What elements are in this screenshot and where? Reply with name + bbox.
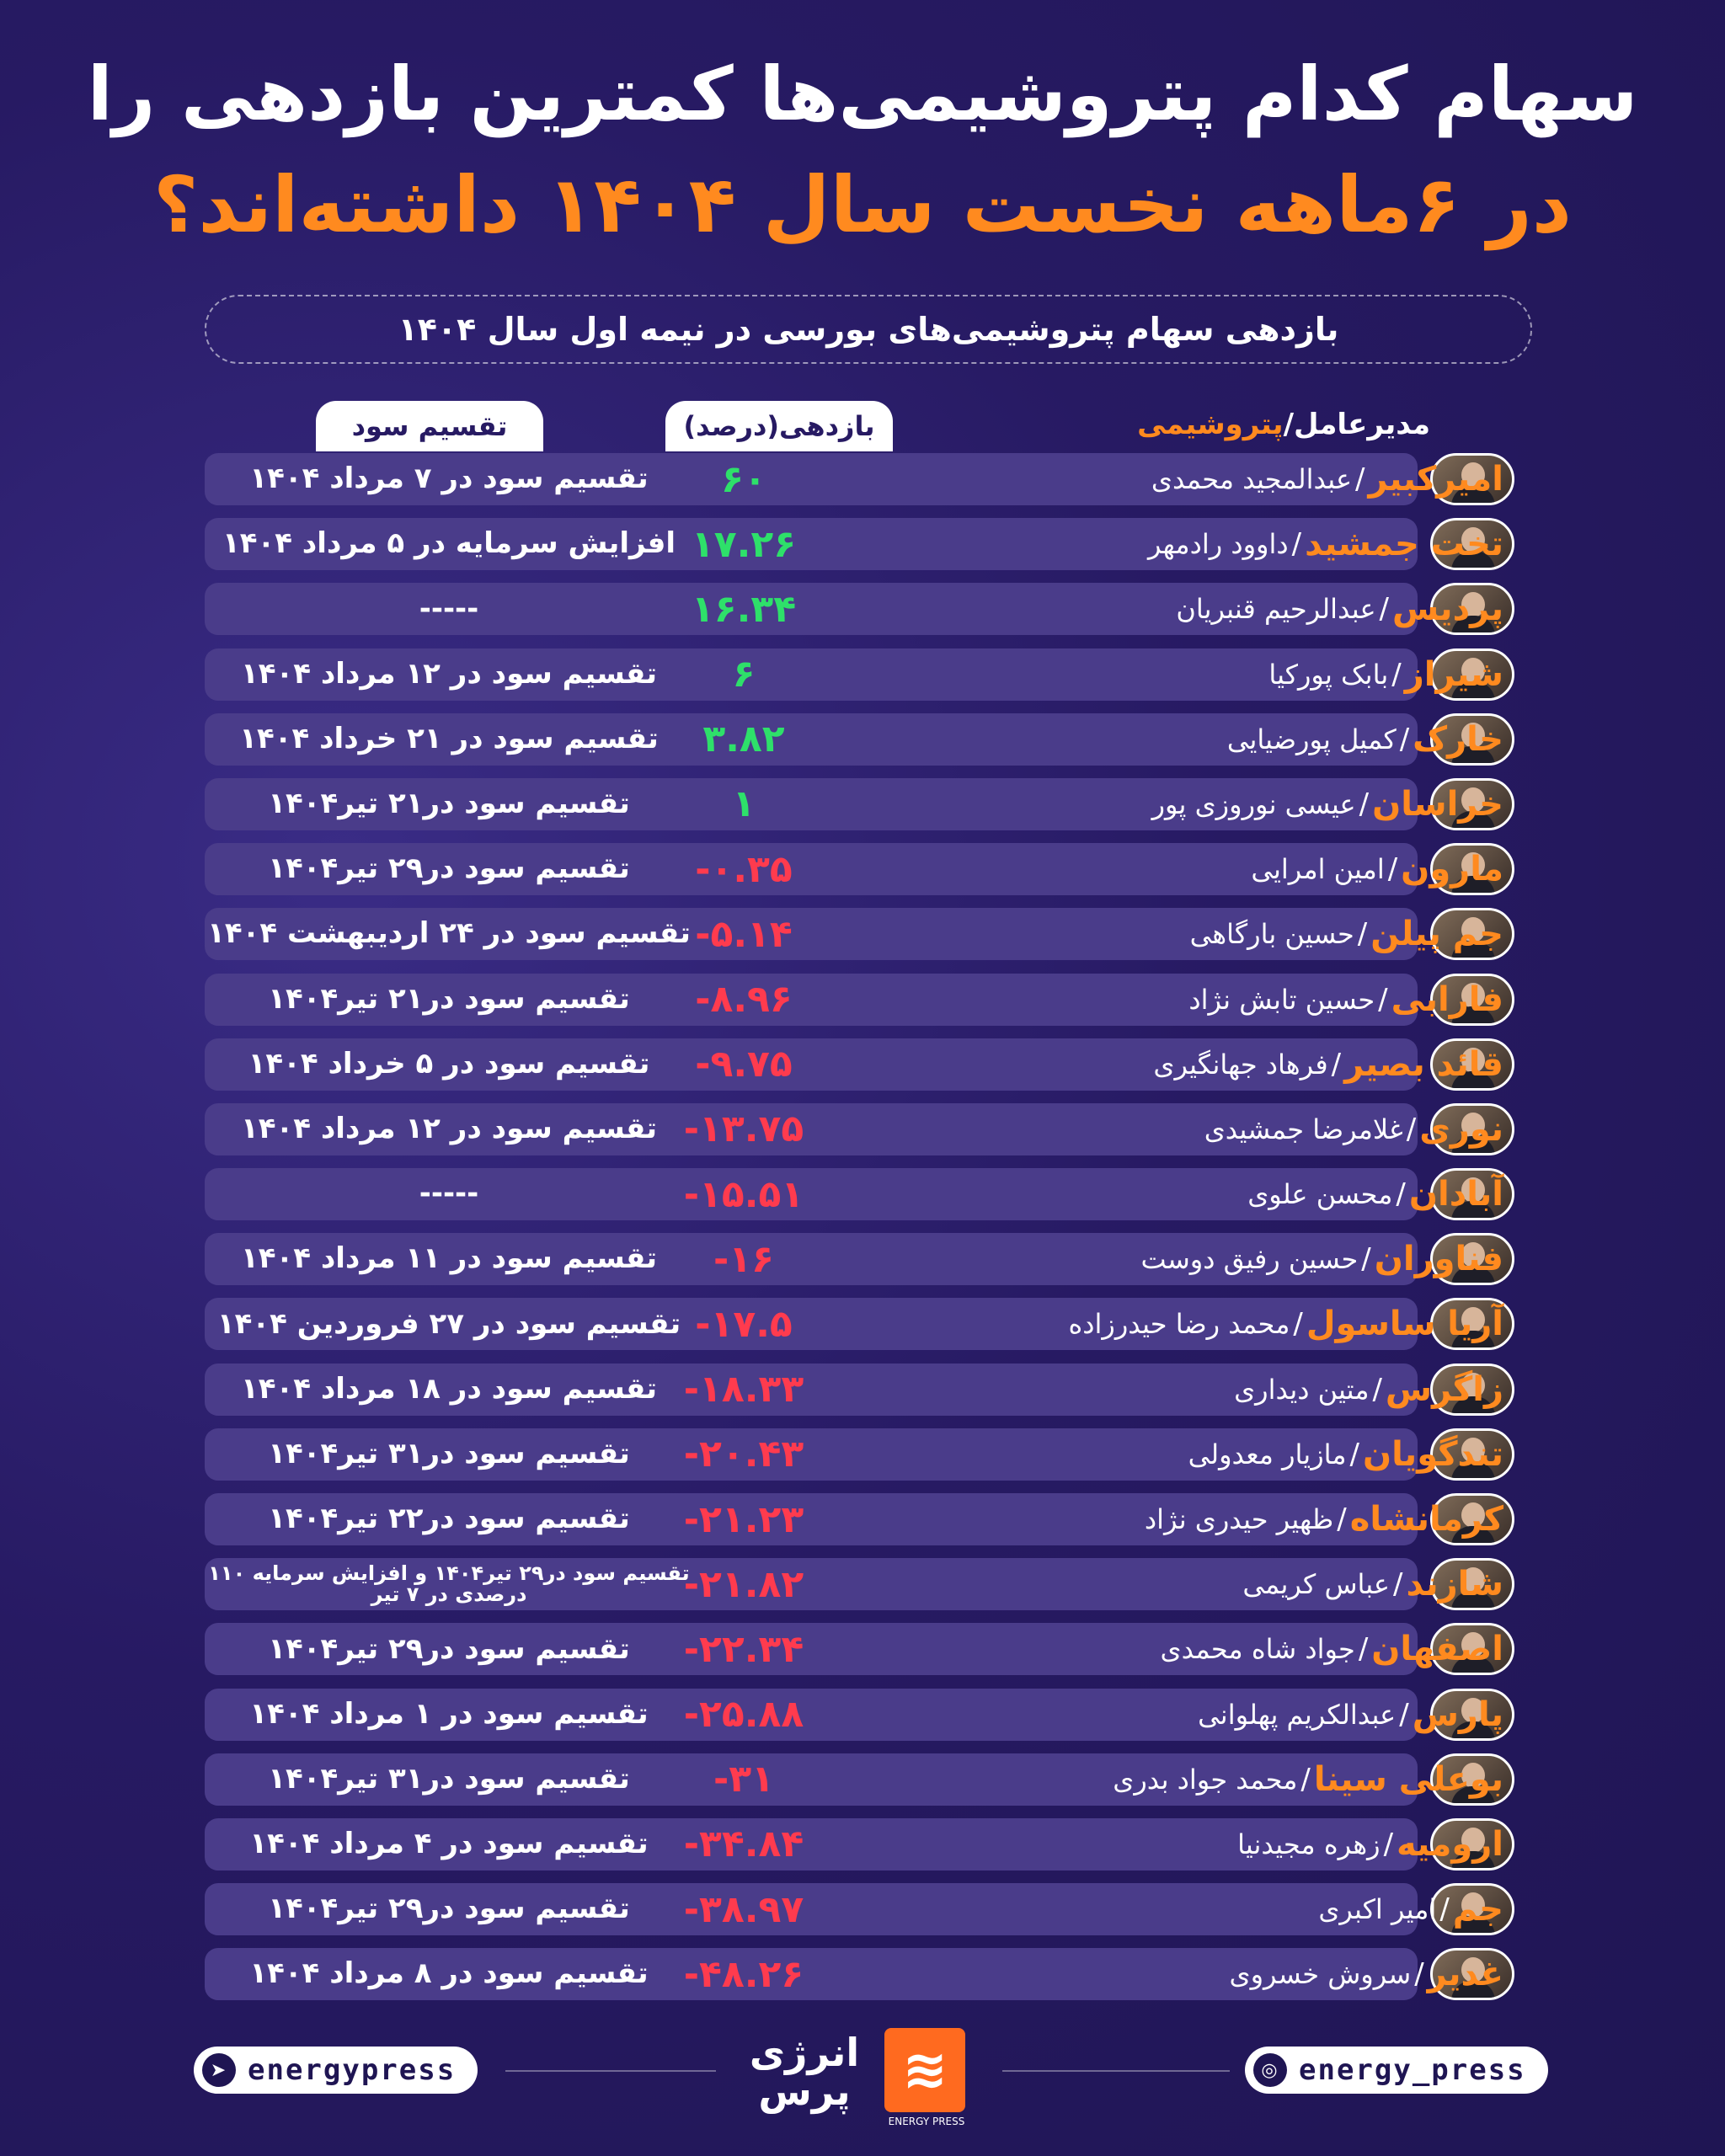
table-row (205, 648, 1529, 701)
telegram-label: energypress (248, 2053, 457, 2087)
company-name: فارابی (1391, 979, 1503, 1019)
return-value: -۳۴.۸۴ (683, 1822, 804, 1866)
manager-name: محسن علوی (1247, 1178, 1393, 1211)
header-manager: /مدیرعامل (1283, 408, 1430, 441)
separator-slash: / (1399, 722, 1410, 756)
dividend-info: تقسیم سود در ۸ مرداد ۱۴۰۴ (249, 1956, 649, 1991)
return-value: ۶۰ (721, 457, 766, 501)
table-row (205, 1168, 1529, 1220)
company-name: بوعلی سینا (1313, 1759, 1503, 1799)
manager-name: فرهاد جهانگیری (1153, 1048, 1328, 1081)
separator-slash: / (1361, 1242, 1371, 1277)
table-row (205, 518, 1529, 570)
dividend-info: تقسیم سود در ۷ مرداد ۱۴۰۴ (249, 462, 649, 496)
dividend-info: تقسیم سود در ۱ مرداد ۱۴۰۴ (249, 1696, 649, 1731)
company-name: کرمانشاه (1349, 1500, 1503, 1539)
separator-slash: / (1378, 982, 1388, 1017)
company-name: نوری (1419, 1109, 1503, 1149)
main-title-line2: در ۶ماهه نخست سال ۱۴۰۴ داشته‌اند؟ (152, 160, 1573, 250)
return-value: -۵.۱۴ (695, 912, 793, 956)
manager-name: جواد شاه محمدی (1160, 1633, 1355, 1666)
table-row (205, 1364, 1529, 1416)
return-value: -۲۰.۴۳ (683, 1433, 804, 1476)
company-manager-cell (914, 1168, 1503, 1220)
table-row (205, 453, 1529, 505)
manager-name: محمد رضا حیدرزاده (1068, 1308, 1290, 1341)
company-name: جم (1452, 1890, 1503, 1929)
separator-slash: / (1337, 1502, 1347, 1536)
separator-slash: / (1349, 1437, 1360, 1471)
dividend-info: تقسیم سود در ۲۴ اردیبهشت ۱۴۰۴ (207, 916, 691, 951)
dividend-info: تقسیم سود در۳۱ تیر۱۴۰۴ (268, 1761, 630, 1796)
table-row (205, 1753, 1529, 1806)
brand-wordmark (741, 2021, 868, 2122)
manager-name: حسین تابش نژاد (1188, 983, 1375, 1016)
footer-divider-left (505, 2070, 716, 2072)
table-row (205, 1103, 1529, 1155)
manager-name: کمیل پورضیایی (1226, 723, 1397, 755)
company-manager-cell (914, 1233, 1503, 1285)
instagram-handle[interactable] (1245, 2047, 1548, 2094)
manager-name: عبدالمجید محمدی (1151, 463, 1353, 495)
header-dividend: تقسیم سود (316, 401, 543, 451)
return-value: -۲۵.۸۸ (683, 1693, 804, 1737)
manager-name: امیر اکبری (1318, 1893, 1437, 1926)
manager-name: عباس کریمی (1242, 1568, 1391, 1601)
company-name: ارومیه (1397, 1824, 1503, 1864)
return-value: -۹.۷۵ (695, 1043, 793, 1086)
company-name: تخت جمشید (1305, 525, 1503, 564)
separator-slash: / (1406, 1112, 1417, 1146)
table-row (205, 1038, 1529, 1091)
company-manager-cell (914, 1364, 1503, 1416)
return-value: -۱۵.۵۱ (683, 1172, 804, 1216)
manager-name: سروش خسروی (1229, 1958, 1412, 1991)
table-row (205, 1623, 1529, 1675)
header-company-manager (1137, 398, 1430, 451)
table-row (205, 1818, 1529, 1870)
dividend-info: افزایش سرمایه در ۵ مرداد ۱۴۰۴ (222, 526, 676, 561)
dividend-info: تقسیم سود در ۵ خرداد ۱۴۰۴ (248, 1046, 650, 1081)
company-name: شازند (1406, 1565, 1503, 1604)
table-row (205, 713, 1529, 766)
company-name: مارون (1401, 850, 1503, 889)
manager-name: بابک پورکیا (1268, 658, 1389, 691)
return-value: -۸.۹۶ (695, 978, 793, 1021)
separator-slash: / (1399, 1697, 1409, 1732)
header-return: بازدهی(درصد) (665, 401, 893, 451)
manager-name: عیسی نوروزی پور (1151, 787, 1356, 820)
dividend-info: تقسیم سود در۲۲ تیر۱۴۰۴ (268, 1502, 630, 1536)
dividend-info: تقسیم سود در۲۱ تیر۱۴۰۴ (268, 787, 630, 821)
brand-wordmark-line1: انرژی (749, 2030, 860, 2075)
manager-name: زهره مجیدنیا (1237, 1828, 1381, 1860)
company-name: خارک (1413, 719, 1503, 759)
return-value: -۴۸.۲۶ (683, 1952, 804, 1996)
dividend-info: تقسیم سود در ۱۱ مرداد ۱۴۰۴ (240, 1241, 658, 1276)
company-name: قائد بصیر (1344, 1044, 1503, 1084)
return-value: ۶ (732, 653, 756, 696)
return-value: -۳۱ (713, 1758, 774, 1801)
table-row (205, 1883, 1529, 1935)
footer-divider-right (1002, 2070, 1230, 2072)
return-value: -۱۷.۵ (695, 1302, 793, 1346)
company-name: فناوران (1374, 1240, 1503, 1279)
company-manager-cell (914, 1883, 1503, 1935)
separator-slash: / (1439, 1892, 1450, 1927)
returns-table (205, 453, 1529, 2014)
return-value: ۱۶.۳۴ (691, 587, 797, 631)
return-value: -۰.۳۵ (695, 847, 793, 891)
company-manager-cell (914, 1558, 1503, 1610)
company-name: خراسان (1372, 784, 1503, 824)
dividend-info: تقسیم سود در ۲۷ فروردین ۱۴۰۴ (216, 1306, 681, 1341)
return-value: -۱۶ (713, 1237, 774, 1281)
telegram-handle[interactable] (194, 2047, 478, 2094)
company-manager-cell (914, 1948, 1503, 2000)
company-manager-cell (914, 583, 1503, 635)
company-manager-cell (914, 843, 1503, 895)
manager-name: امین امرایی (1251, 853, 1385, 886)
company-name: زاگرس (1385, 1369, 1503, 1409)
telegram-icon: ➤ (202, 2053, 236, 2087)
return-value: -۲۱.۸۲ (683, 1562, 804, 1606)
separator-slash: / (1359, 787, 1370, 821)
separator-slash: / (1293, 1307, 1303, 1342)
table-row (205, 778, 1529, 830)
company-manager-cell (914, 1103, 1503, 1155)
brand-wordmark-line2: پرس (758, 2068, 851, 2114)
return-value: -۳۸.۹۷ (683, 1887, 804, 1931)
dividend-info: تقسیم سود در ۱۲ مرداد ۱۴۰۴ (240, 656, 658, 691)
dividend-info: تقسیم سود در ۱۸ مرداد ۱۴۰۴ (240, 1371, 658, 1406)
table-row (205, 1233, 1529, 1285)
company-manager-cell (914, 713, 1503, 766)
company-name: غدیر (1427, 1955, 1503, 1994)
table-row (205, 843, 1529, 895)
instagram-label: energy_press (1299, 2053, 1526, 2087)
separator-slash: / (1291, 527, 1302, 562)
manager-name: غلامرضا جمشیدی (1204, 1113, 1403, 1145)
separator-slash: / (1393, 1567, 1403, 1602)
separator-slash: / (1357, 917, 1368, 952)
company-name: امیرکبیر (1368, 460, 1503, 499)
manager-name: محمد جواد بدری (1113, 1763, 1298, 1796)
instagram-icon: ◎ (1253, 2053, 1287, 2087)
company-name: آبادان (1408, 1175, 1503, 1214)
company-name: آریا ساسول (1306, 1305, 1503, 1344)
manager-name: حسین بارگاهی (1189, 918, 1354, 951)
company-manager-cell (914, 1623, 1503, 1675)
company-name: پردیس (1392, 590, 1503, 629)
company-manager-cell (914, 1818, 1503, 1870)
return-value: -۱۳.۷۵ (683, 1107, 804, 1151)
table-row (205, 908, 1529, 960)
manager-name: مازیار معدولی (1188, 1438, 1347, 1470)
return-value: -۲۱.۲۳ (683, 1497, 804, 1541)
separator-slash: / (1331, 1047, 1342, 1081)
main-title-line1: سهام کدام پتروشیمی‌ها کمترین بازدهی را (87, 51, 1638, 137)
company-manager-cell (914, 1038, 1503, 1091)
company-name: اصفهان (1371, 1630, 1503, 1669)
dividend-info: تقسیم سود در۳۱ تیر۱۴۰۴ (268, 1436, 630, 1470)
separator-slash: / (1387, 852, 1398, 887)
company-manager-cell (914, 453, 1503, 505)
company-manager-cell (914, 1428, 1503, 1481)
separator-slash: / (1414, 1957, 1424, 1992)
company-manager-cell (914, 518, 1503, 570)
manager-name: عبدالرحیم قنبریان (1176, 593, 1376, 626)
company-name: پارس (1412, 1694, 1503, 1734)
company-manager-cell (914, 974, 1503, 1026)
table-row (205, 583, 1529, 635)
manager-name: داوود رادمهر (1148, 528, 1289, 561)
company-manager-cell (914, 778, 1503, 830)
company-manager-cell (914, 1298, 1503, 1350)
company-name: تندگویان (1363, 1434, 1503, 1474)
dividend-info: تقسیم سود در۲۹ تیر۱۴۰۴ (268, 1631, 630, 1666)
dividend-info: ----- (419, 591, 479, 626)
table-row (205, 1493, 1529, 1545)
dividend-info: تقسیم سود در۲۹ تیر۱۴۰۴ (268, 851, 630, 886)
manager-name: متین دیداری (1234, 1373, 1370, 1406)
return-value: -۲۲.۳۴ (683, 1627, 804, 1671)
company-manager-cell (914, 1753, 1503, 1806)
company-manager-cell (914, 648, 1503, 701)
dividend-info: تقسیم سود در۲۹ تیر۱۴۰۴ و افزایش سرمایه ۱۱۰ درصدی در ۷ تیر (208, 1561, 690, 1607)
dividend-info: تقسیم سود در ۱۲ مرداد ۱۴۰۴ (240, 1112, 658, 1146)
dividend-info: تقسیم سود در۲۹ تیر۱۴۰۴ (268, 1892, 630, 1926)
dividend-info: ----- (419, 1177, 479, 1211)
separator-slash: / (1358, 1632, 1369, 1667)
company-manager-cell (914, 1493, 1503, 1545)
return-value: ۱ (732, 782, 756, 826)
table-row (205, 1558, 1529, 1610)
return-value: ۱۷.۲۶ (691, 522, 797, 566)
separator-slash: / (1383, 1827, 1394, 1861)
company-manager-cell (914, 908, 1503, 960)
return-value: ۳.۸۲ (702, 718, 785, 761)
table-row (205, 1428, 1529, 1481)
table-row (205, 1298, 1529, 1350)
header-petrochemical: پتروشیمی (1137, 408, 1284, 441)
logo-caption: ENERGY PRESS (888, 2116, 965, 2127)
energy-press-logo-icon: ≋ (884, 2028, 965, 2112)
separator-slash: / (1300, 1762, 1311, 1796)
return-value: -۱۸.۳۳ (683, 1368, 804, 1412)
company-name: جم پیلن (1370, 915, 1503, 954)
dividend-info: تقسیم سود در ۲۱ خرداد ۱۴۰۴ (239, 721, 659, 755)
separator-slash: / (1372, 1372, 1382, 1406)
separator-slash: / (1355, 462, 1365, 496)
manager-name: حسین رفیق دوست (1140, 1243, 1359, 1276)
company-name: شیراز (1404, 654, 1503, 694)
manager-name: ظهیر حیدری نژاد (1144, 1503, 1334, 1535)
company-manager-cell (914, 1689, 1503, 1741)
table-row (205, 1689, 1529, 1741)
separator-slash: / (1391, 657, 1402, 691)
separator-slash: / (1379, 592, 1389, 627)
manager-name: عبدالکریم پهلوانی (1198, 1698, 1397, 1731)
dividend-info: تقسیم سود در ۴ مرداد ۱۴۰۴ (249, 1827, 649, 1861)
subtitle: بازدهی سهام پتروشیمی‌های بورسی در نیمه اول سال ۱۴۰۴ (205, 295, 1532, 364)
separator-slash: / (1396, 1177, 1406, 1212)
table-row (205, 1948, 1529, 2000)
dividend-info: تقسیم سود در۲۱ تیر۱۴۰۴ (268, 981, 630, 1016)
table-row (205, 974, 1529, 1026)
